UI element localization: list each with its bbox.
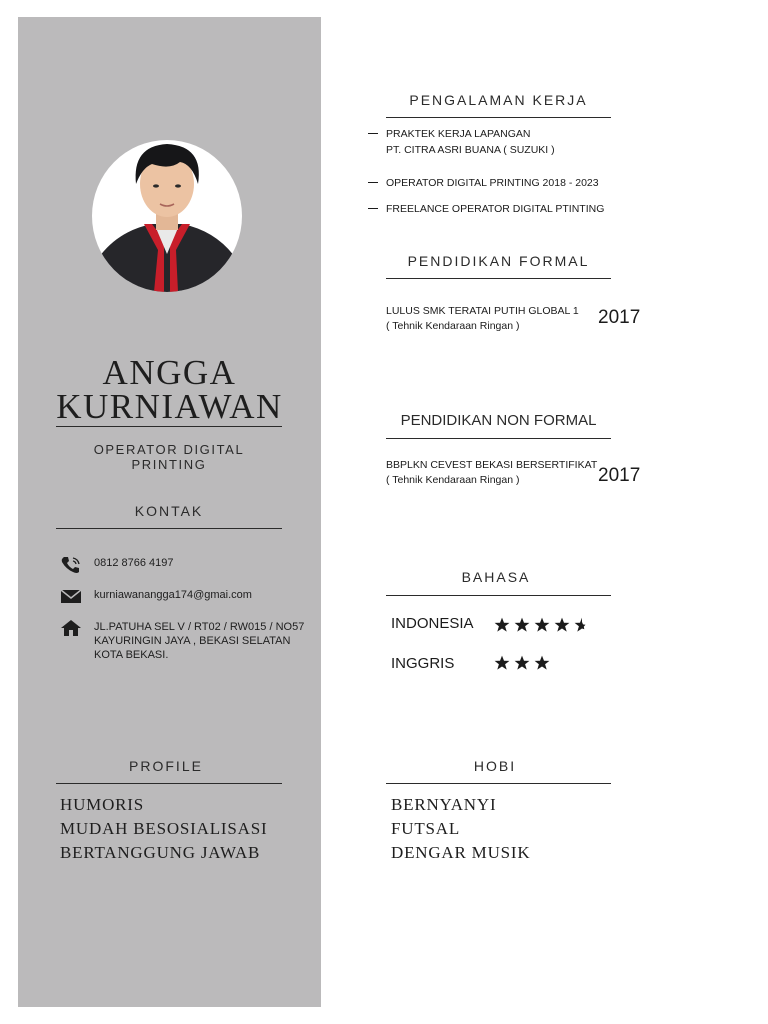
experience-title: PENGALAMAN KERJA <box>409 92 588 108</box>
language-title: BAHASA <box>461 569 531 585</box>
profile-divider <box>56 783 282 784</box>
profile-trait: BERTANGGUNG JAWAB <box>60 843 261 862</box>
star-icon <box>494 617 510 632</box>
contact-phone-row <box>60 556 174 574</box>
language-name: INGGRIS <box>391 655 455 672</box>
education-line: ( Tehnik Kendaraan Ringan ) <box>386 474 520 486</box>
profile-photo <box>92 140 242 292</box>
hobby-list <box>391 793 530 865</box>
first-name: ANGGA <box>102 353 237 392</box>
last-name: KURNIAWAN <box>56 387 283 426</box>
hobby-title: HOBI <box>473 758 517 774</box>
nonformal-education-divider <box>386 438 611 439</box>
hobby-item: BERNYANYI <box>391 795 497 814</box>
star-icon <box>534 655 550 670</box>
address-line: JL.PATUHA SEL V / RT02 / RW015 / NO57 <box>94 621 305 633</box>
profile-trait: HUMORIS <box>60 795 145 814</box>
phone-icon <box>60 556 82 574</box>
hobby-item: DENGAR MUSIK <box>391 843 531 862</box>
experience-item <box>368 175 599 191</box>
formal-education-detail <box>386 304 579 334</box>
hobby-item: FUTSAL <box>391 819 461 838</box>
language-divider <box>386 595 611 596</box>
bullet-dash <box>368 133 378 134</box>
education-line: ( Tehnik Kendaraan Ringan ) <box>386 320 520 332</box>
experience-item <box>368 126 555 158</box>
experience-item <box>368 201 604 217</box>
experience-line: PRAKTEK KERJA LAPANGAN <box>386 128 531 140</box>
experience-line: PT. CITRA ASRI BUANA ( SUZUKI ) <box>386 144 555 156</box>
profile-traits <box>60 793 267 865</box>
nonformal-education-detail <box>386 458 597 488</box>
contact-address-row <box>60 619 304 662</box>
experience-line: OPERATOR DIGITAL PRINTING 2018 - 2023 <box>386 177 599 189</box>
formal-education-divider <box>386 278 611 279</box>
contact-title: KONTAK <box>134 503 204 519</box>
star-icon <box>534 617 550 632</box>
experience-divider <box>386 117 611 118</box>
formal-education-title: PENDIDIKAN FORMAL <box>407 253 590 269</box>
bullet-dash <box>368 208 378 209</box>
contact-email[interactable]: kurniawanangga174@gmai.com <box>94 589 252 601</box>
envelope-icon <box>60 588 82 606</box>
bullet-dash <box>368 182 378 183</box>
profile-trait: MUDAH BESOSIALISASI <box>60 819 268 838</box>
job-title: OPERATOR DIGITAL PRINTING <box>93 442 245 472</box>
address-line: KOTA BEKASI. <box>94 649 169 661</box>
star-icon <box>514 655 530 670</box>
contact-phone[interactable]: 0812 8766 4197 <box>94 557 174 569</box>
star-icon <box>494 655 510 670</box>
formal-education-year: 2017 <box>598 307 641 328</box>
language-rating <box>494 617 590 632</box>
nonformal-education-year: 2017 <box>598 465 641 486</box>
education-line: BBPLKN CEVEST BEKASI BERSERTIFIKAT <box>386 459 598 471</box>
half-star-icon <box>574 617 590 632</box>
contact-email-row <box>60 588 252 606</box>
star-icon <box>554 617 570 632</box>
address-line: KAYURINGIN JAYA , BEKASI SELATAN <box>94 635 291 647</box>
contact-address <box>94 620 304 662</box>
hobby-divider <box>386 783 611 784</box>
experience-line: FREELANCE OPERATOR DIGITAL PTINTING <box>386 203 605 215</box>
home-icon <box>60 619 82 637</box>
contact-divider <box>56 528 282 529</box>
language-name: INDONESIA <box>391 615 474 632</box>
star-icon <box>514 617 530 632</box>
name-divider <box>56 426 282 427</box>
language-rating <box>494 655 550 670</box>
education-line: LULUS SMK TERATAI PUTIH GLOBAL 1 <box>386 305 579 317</box>
profile-title: PROFILE <box>129 758 203 774</box>
nonformal-education-title: PENDIDIKAN NON FORMAL <box>400 412 597 429</box>
